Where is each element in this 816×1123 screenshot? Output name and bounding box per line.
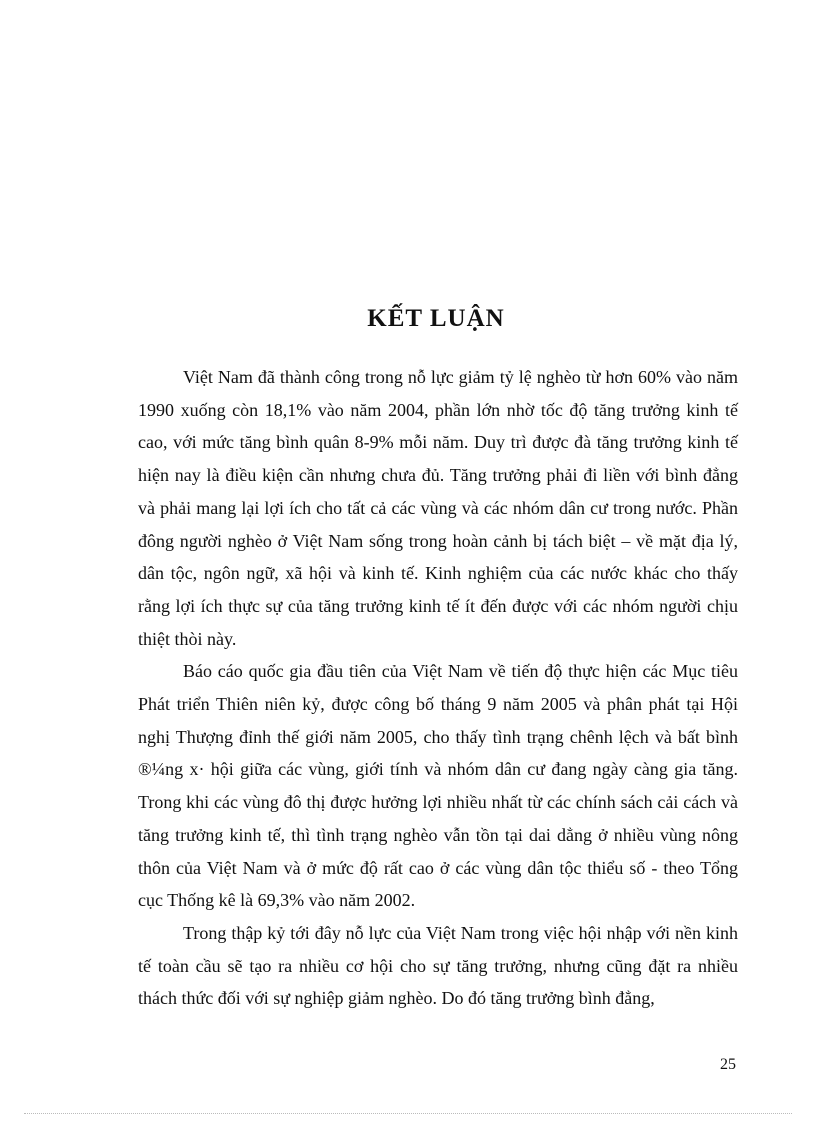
paragraph-3: Trong thập kỷ tới đây nỗ lực của Việt Nam trong việc hội nhập với nền kinh tế toàn cầu sẽ tạo ra nhiều cơ hội cho sự tăng trưởng, nhưng cũng đặt ra nhiều thách thức đối với sự nghiệp giảm nghèo. Do đó tăng trưởng bình đẳng, bbox=[138, 922, 738, 1009]
page-title: KẾT LUẬN bbox=[367, 304, 505, 332]
paragraph-1: Việt Nam đã thành công trong nỗ lực giảm tỷ lệ nghèo từ hơn 60% vào năm 1990 xuống còn 18,1% vào năm 2004, phần lớn nhờ tốc độ tăng trưởng kinh tế cao, với mức tăng bình quân 8-9% mỗi năm. Duy trì được đà tăng trưởng kinh tế hiện nay là điều kiện cần nhưng chưa đủ. Tăng trưởng phải đi liền với bình đẳng và phải mang lại lợi ích cho tất cả các vùng và các nhóm dân cư trong nước. Phần đông người nghèo ở Việt Nam sống trong hoàn cảnh bị tách biệt – về mặt địa lý, dân tộc, ngôn ngữ, xã hội và kinh tế. Kinh nghiệm của các nước khác cho thấy rằng lợi ích thực sự của tăng trưởng kinh tế ít đến được với các nhóm người chịu thiệt thòi này. bbox=[138, 367, 738, 649]
page-number: 25 bbox=[720, 1056, 736, 1073]
body-text bbox=[138, 361, 738, 1015]
paragraph-2: Báo cáo quốc gia đầu tiên của Việt Nam về tiến độ thực hiện các Mục tiêu Phát triển Thiên niên kỷ, được công bố tháng 9 năm 2005 và phân phát tại Hội nghị Thượng đỉnh thế giới năm 2005, cho thấy tình trạng chênh lệch và bất bình ®¼ng x· hội giữa các vùng, giới tính và nhóm dân cư đang ngày càng gia tăng. Trong khi các vùng đô thị được hưởng lợi nhiều nhất từ các chính sách cải cách và tăng trưởng kinh tế, thì tình trạng nghèo vẫn tồn tại dai dẳng ở nhiều vùng nông thôn của Việt Nam và ở mức độ rất cao ở các vùng dân tộc thiểu số - theo Tổng cục Thống kê là 69,3% vào năm 2002. bbox=[138, 661, 738, 911]
page-bottom-divider bbox=[24, 1113, 792, 1114]
